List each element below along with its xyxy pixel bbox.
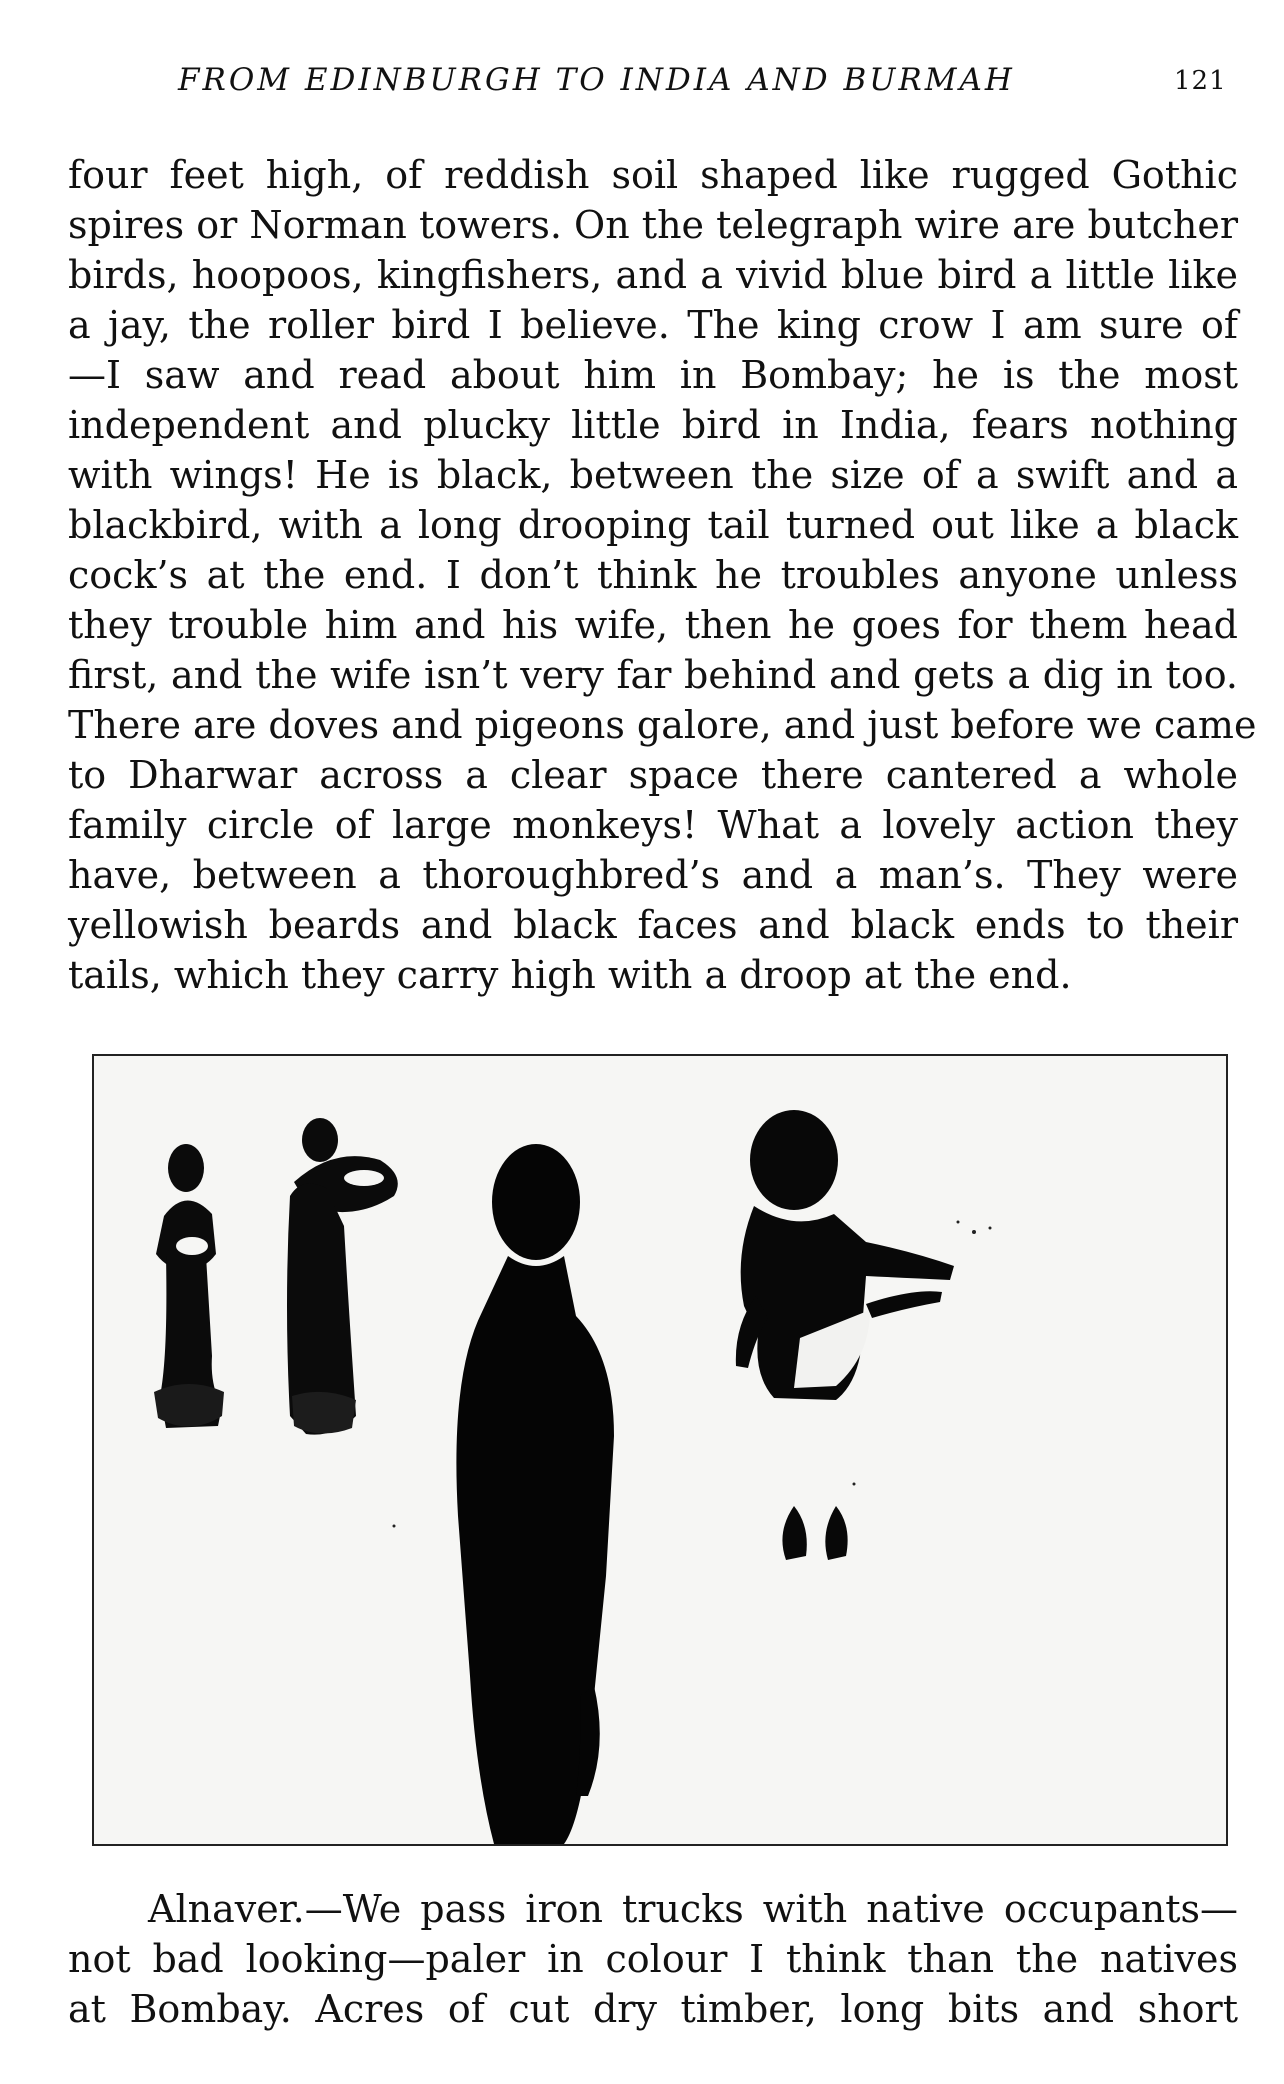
- text-line: at Bombay. Acres of cut dry timber, long bits and short: [68, 1987, 1238, 2031]
- text-line: blackbird, with a long drooping tail turned out like a black: [68, 503, 1238, 547]
- text-line: birds, hoopoos, kingfishers, and a vivid blue bird a little like: [68, 253, 1238, 297]
- photo-background: [94, 1056, 1226, 1844]
- paragraph-alnaver: [68, 1884, 1238, 2034]
- text-line: have, between a thoroughbred’s and a man’s. They were: [68, 853, 1238, 897]
- paragraph-monkeys: [68, 150, 1257, 1000]
- text-line: spires or Norman towers. On the telegraph wire are butcher: [68, 203, 1238, 247]
- text-line: tails, which they carry high with a droop at the end.: [68, 953, 1072, 997]
- page-number: 121: [1174, 66, 1227, 96]
- text-line: a jay, the roller bird I believe. The king crow I am sure of: [68, 303, 1238, 347]
- text-line: —I saw and read about him in Bombay; he is the most: [68, 353, 1238, 397]
- photo-silhouettes: [94, 1056, 1226, 1844]
- text-line: Alnaver.—We pass iron trucks with native occupants—: [148, 1887, 1238, 1931]
- photo-plate: [92, 1054, 1228, 1846]
- text-line: not bad looking—paler in colour I think than the natives: [68, 1937, 1238, 1981]
- text-line: independent and plucky little bird in India, fears nothing: [68, 403, 1238, 447]
- running-head: [0, 62, 1284, 102]
- text-line: with wings! He is black, between the size of a swift and a: [68, 453, 1238, 497]
- text-line: four feet high, of reddish soil shaped like rugged Gothic: [68, 153, 1238, 197]
- text-line: There are doves and pigeons galore, and just before we came: [68, 703, 1257, 747]
- running-head-title: FROM EDINBURGH TO INDIA AND BURMAH: [178, 62, 1015, 98]
- text-line: yellowish beards and black faces and black ends to their: [68, 903, 1238, 947]
- text-line: first, and the wife isn’t very far behind and gets a dig in too.: [68, 653, 1238, 697]
- text-line: cock’s at the end. I don’t think he troubles anyone unless: [68, 553, 1238, 597]
- text-line: to Dharwar across a clear space there cantered a whole: [68, 753, 1238, 797]
- text-line: they trouble him and his wife, then he goes for them head: [68, 603, 1238, 647]
- text-line: family circle of large monkeys! What a lovely action they: [68, 803, 1238, 847]
